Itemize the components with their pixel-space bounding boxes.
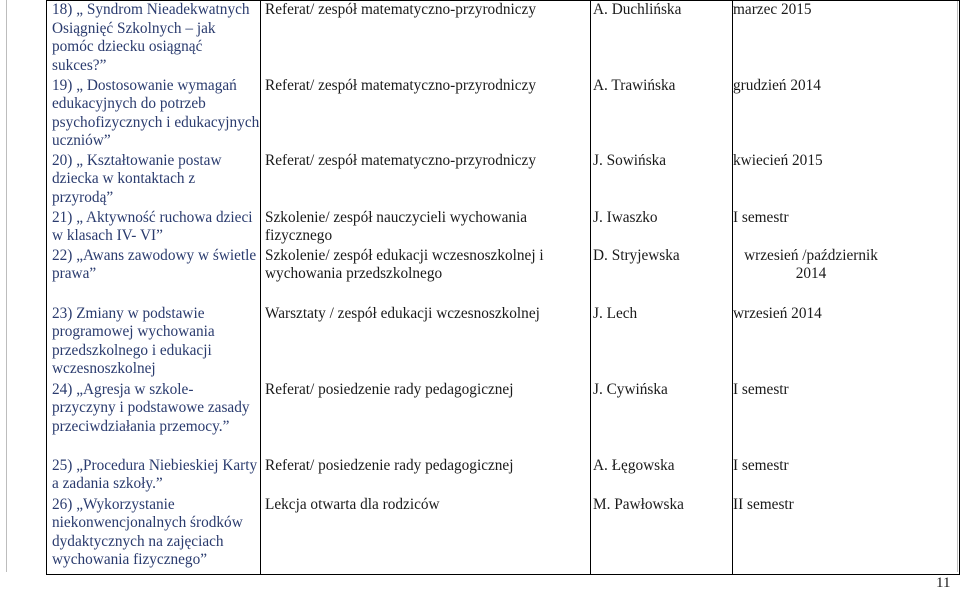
topic-cell: 22) „Awans zawodowy w świetle prawa” [47, 247, 261, 305]
page-edge-line-left [6, 0, 7, 572]
person-cell: J. Lech [591, 305, 733, 381]
form-cell: Referat/ zespół matematyczno-przyrodniczy [261, 77, 591, 152]
table-row [47, 152, 960, 209]
date-cell: grudzień 2014 [733, 77, 960, 152]
person-cell: J. Iwaszko [591, 209, 733, 247]
form-cell: Referat/ zespół matematyczno-przyrodniczy [261, 152, 591, 209]
topic-cell: 26) „Wykorzystanie niekonwencjonalnych środków dydaktycznych na zajęciach wychowania fizycznego” [47, 496, 261, 575]
date-cell: II semestr [733, 496, 960, 575]
form-cell: Referat/ zespół matematyczno-przyrodniczy [261, 1, 591, 77]
date-cell: wrzesień 2014 [733, 305, 960, 381]
form-cell: Referat/ posiedzenie rady pedagogicznej [261, 381, 591, 457]
page-number: 11 [936, 575, 951, 591]
person-cell: A. Duchlińska [591, 1, 733, 77]
topic-cell: 19) „ Dostosowanie wymagań edukacyjnych do potrzeb psychofizycznych i edukacyjnych uczniów” [47, 77, 261, 152]
date-cell: kwiecień 2015 [733, 152, 960, 209]
table-row [47, 457, 960, 496]
table-row [47, 247, 960, 305]
date-cell: marzec 2015 [733, 1, 960, 77]
topic-cell: 20) „ Kształtowanie postaw dziecka w kontaktach z przyrodą” [47, 152, 261, 209]
person-cell: D. Stryjewska [591, 247, 733, 305]
date-cell: wrzesień /październik 2014 [733, 247, 960, 305]
table-row [47, 1, 960, 77]
person-cell: A. Trawińska [591, 77, 733, 152]
form-cell: Szkolenie/ zespół edukacji wczesnoszkolnej i wychowania przedszkolnego [261, 247, 591, 305]
form-cell: Lekcja otwarta dla rodziców [261, 496, 591, 575]
table-row [47, 209, 960, 247]
date-cell: I semestr [733, 457, 960, 496]
topic-cell: 21) „ Aktywność ruchowa dzieci w klasach IV- VI” [47, 209, 261, 247]
form-cell: Szkolenie/ zespół nauczycieli wychowania fizycznego [261, 209, 591, 247]
topic-cell: 23) Zmiany w podstawie programowej wychowania przedszkolnego i edukacji wczesnoszkolnej [47, 305, 261, 381]
topic-cell: 25) „Procedura Niebieskiej Karty a zadania szkoły.” [47, 457, 261, 496]
date-cell: I semestr [733, 381, 960, 457]
date-cell: I semestr [733, 209, 960, 247]
table-row [47, 305, 960, 381]
training-schedule-table [46, 0, 960, 575]
person-cell: M. Pawłowska [591, 496, 733, 575]
form-cell: Referat/ posiedzenie rady pedagogicznej [261, 457, 591, 496]
topic-cell: 24) „Agresja w szkole- przyczyny i podstawowe zasady przeciwdziałania przemocy.” [47, 381, 261, 457]
topic-cell: 18) „ Syndrom Nieadekwatnych Osiągnięć Szkolnych – jak pomóc dziecku osiągnąć sukces?” [47, 1, 261, 77]
person-cell: J. Sowińska [591, 152, 733, 209]
form-cell: Warsztaty / zespół edukacji wczesnoszkolnej [261, 305, 591, 381]
person-cell: A. Łęgowska [591, 457, 733, 496]
person-cell: J. Cywińska [591, 381, 733, 457]
table-row [47, 496, 960, 575]
table-row [47, 77, 960, 152]
table-row [47, 381, 960, 457]
